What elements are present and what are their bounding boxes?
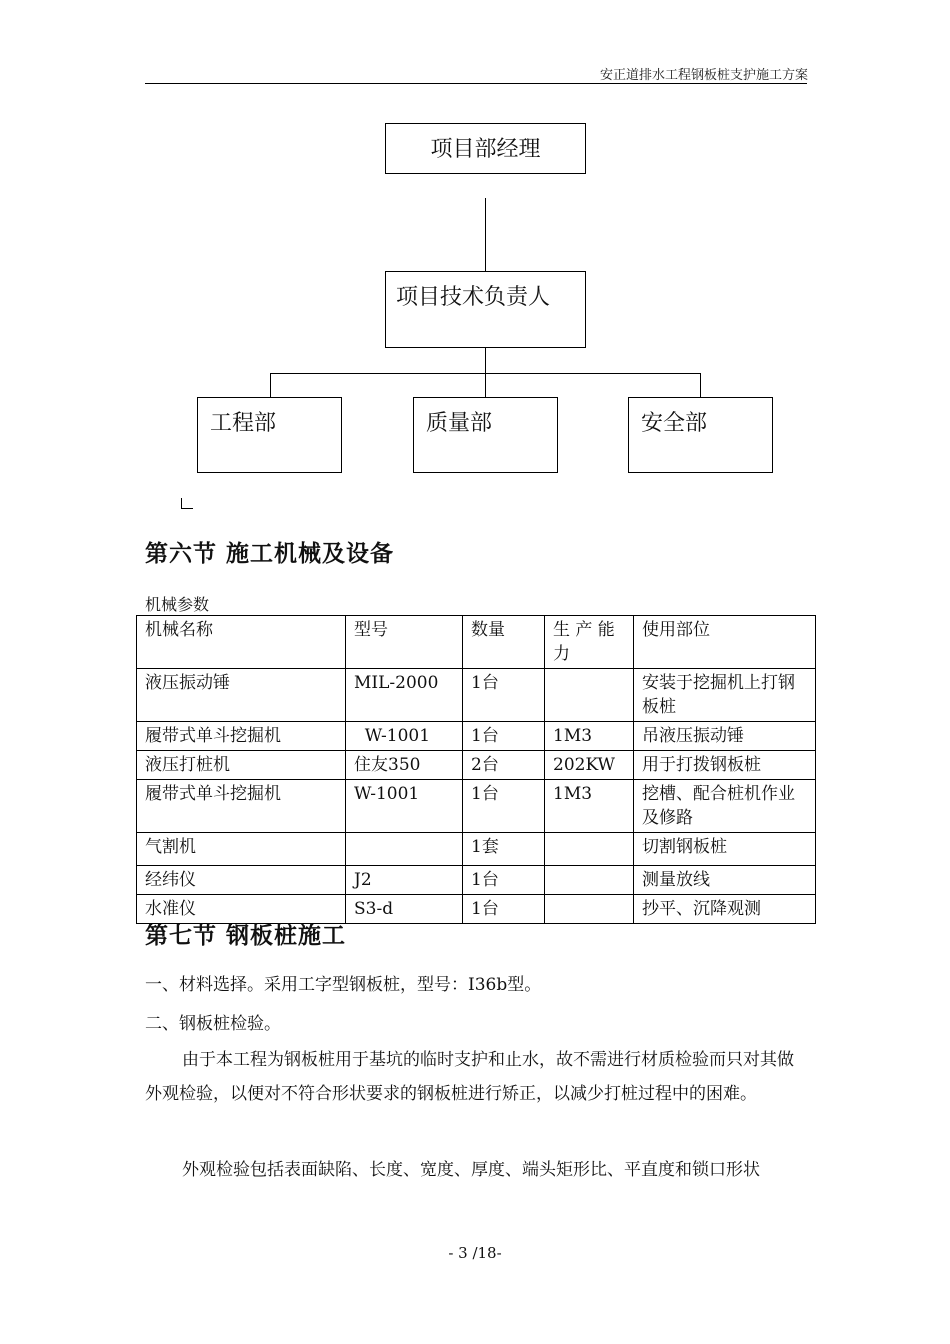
anchor-mark xyxy=(181,498,193,509)
table-row xyxy=(137,780,816,833)
cell-capacity: 1M3 xyxy=(545,780,634,833)
paragraph-inspection-reason: 由于本工程为钢板桩用于基坑的临时支护和止水，故不需进行材质检验而只对其做外观检验，以便对不符合形状要求的钢板桩进行矫正，以减少打桩过程中的困难。 xyxy=(145,1050,794,1104)
cell-usage: 测量放线 xyxy=(634,866,816,895)
cell-capacity xyxy=(545,669,634,722)
cell-capacity xyxy=(545,895,634,924)
org-chart xyxy=(0,0,950,520)
cell-quantity: 1台 xyxy=(463,895,545,924)
table-header-row xyxy=(137,616,816,669)
cell-usage: 安装于挖掘机上打钢板桩 xyxy=(634,669,816,722)
cell-usage: 吊液压振动锤 xyxy=(634,722,816,751)
cell-model: W-1001 xyxy=(346,722,463,751)
item-material-selection: 一、材料选择。采用工字型钢板桩，型号：I36b型。 xyxy=(145,975,542,995)
cell-quantity: 1台 xyxy=(463,780,545,833)
cell-usage: 抄平、沉降观测 xyxy=(634,895,816,924)
section7-heading: 第七节 钢板桩施工 xyxy=(145,923,347,949)
col-header-capacity: 生 产 能力 xyxy=(545,616,634,669)
cell-model: W-1001 xyxy=(346,780,463,833)
item-pile-inspection: 二、钢板桩检验。 xyxy=(145,1014,281,1034)
cell-model xyxy=(346,833,463,866)
cell-name: 经纬仪 xyxy=(137,866,346,895)
page-number: - 3 /18- xyxy=(448,1244,502,1262)
cell-capacity xyxy=(545,866,634,895)
org-box-engineering-label: 工程部 xyxy=(210,411,277,436)
cell-capacity: 202KW xyxy=(545,751,634,780)
cell-model: 住友350 xyxy=(346,751,463,780)
cell-quantity: 1台 xyxy=(463,866,545,895)
section6-heading: 第六节 施工机械及设备 xyxy=(145,541,395,567)
org-connector-center xyxy=(485,373,486,398)
cell-model: J2 xyxy=(346,866,463,895)
org-connector-top xyxy=(485,198,486,272)
org-connector-right xyxy=(700,373,701,398)
org-box-manager xyxy=(385,123,586,174)
cell-capacity xyxy=(545,833,634,866)
cell-usage: 切割钢板桩 xyxy=(634,833,816,866)
cell-quantity: 1台 xyxy=(463,722,545,751)
cell-name: 液压打桩机 xyxy=(137,751,346,780)
cell-quantity: 1台 xyxy=(463,669,545,722)
org-box-tech-lead xyxy=(385,271,586,348)
machinery-table xyxy=(136,615,816,924)
cell-name: 履带式单斗挖掘机 xyxy=(137,780,346,833)
table-row xyxy=(137,751,816,780)
cell-usage: 挖槽、配合桩机作业及修路 xyxy=(634,780,816,833)
col-header-model: 型号 xyxy=(346,616,463,669)
org-box-tech-lead-label: 项目技术负责人 xyxy=(396,285,551,310)
header-title: 安正道排水工程钢板桩支护施工方案 xyxy=(599,68,808,83)
org-box-quality xyxy=(413,397,558,473)
table-caption: 机械参数 xyxy=(145,595,210,614)
cell-quantity: 1套 xyxy=(463,833,545,866)
col-header-quantity: 数量 xyxy=(463,616,545,669)
cell-name: 气割机 xyxy=(137,833,346,866)
cell-name: 水准仪 xyxy=(137,895,346,924)
paragraph-visual-inspection: 外观检验包括表面缺陷、长度、宽度、厚度、端头矩形比、平直度和锁口形状 xyxy=(182,1160,760,1180)
table-row xyxy=(137,833,816,866)
org-box-quality-label: 质量部 xyxy=(426,411,493,436)
org-box-engineering xyxy=(197,397,342,473)
col-header-name: 机械名称 xyxy=(137,616,346,669)
table-row xyxy=(137,722,816,751)
org-connector-middle xyxy=(485,348,486,374)
org-box-safety xyxy=(628,397,773,473)
cell-name: 液压振动锤 xyxy=(137,669,346,722)
org-box-manager-label: 项目部经理 xyxy=(430,137,541,162)
table-row xyxy=(137,866,816,895)
cell-capacity: 1M3 xyxy=(545,722,634,751)
cell-quantity: 2台 xyxy=(463,751,545,780)
cell-model: S3-d xyxy=(346,895,463,924)
cell-model: MIL-2000 xyxy=(346,669,463,722)
cell-usage: 用于打拨钢板桩 xyxy=(634,751,816,780)
org-box-safety-label: 安全部 xyxy=(641,411,708,436)
col-header-usage: 使用部位 xyxy=(634,616,816,669)
cell-name: 履带式单斗挖掘机 xyxy=(137,722,346,751)
org-connector-left xyxy=(270,373,271,398)
table-row xyxy=(137,669,816,722)
